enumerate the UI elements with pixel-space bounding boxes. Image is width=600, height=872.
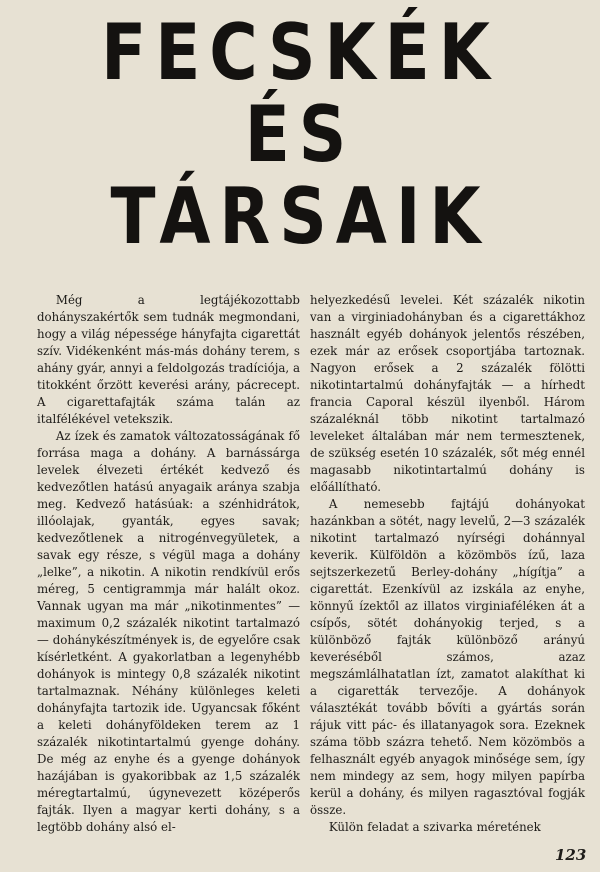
title-line-2: ÉS (244, 88, 356, 180)
paragraph: A nemesebb fajtájú dohányokat hazánkban a sötét, nagy levelű, 2—3 százalék nikotint tartalmazó nyírségi dohánnyal keverik. Külföldön a közömbös ízű, laza sejtszerkezetű Berley-dohány „hígítja” a cigarettát. Ezenkívül az izskála az enyhe, könnyű ízektől az illatos virginiaféléken át a csípős, sötét dohányokig terjed, s a különböző fajták különböző arányú keveréséből számos, azaz megszámlálhatatlan ízt, zamatot alakíthat ki a cigaretták tervezője. A dohányok választékát tovább bővíti a gyártás során rájuk vitt pác- és illatanyagok sora. Ezeknek száma több százra tehető. Nem közömbös a felhasznált egyéb anyagok minősége sem, így nem mindegy az sem, hogy milyen papírba kerül a dohány, és milyen ragasztóval fogják össze. (310, 497, 585, 818)
page-number: 123 (555, 846, 587, 864)
paragraph: Külön feladat a szivarka méretének (328, 820, 541, 835)
paragraph: Az ízek és zamatok változatosságának fő forrása maga a dohány. A barnássárga levelek élvezeti értékét kedvező és kedvezőtlen hatású anyagaik aránya szabja meg. Kedvező hatásúak: a szénhidrátok, illóolajak, gyanták, egyes savak; kedvezőtlenek a nitrogénvegyületek, a savak egy része, s végül maga a dohány „lelke”, a nikotin. A nikotin rendkívül erős méreg, 5 centigrammja már halált okoz. Vannak ugyan ma már „nikotinmentes” — maximum 0,2 százalék nikotint tartalmazó — dohánykészítmények is, de egyelőre csak kísérletként. A gyakorlatban a legenyhébb dohányok is mintegy 0,8 százalék nikotint tartalmaznak. Néhány különleges keleti dohányfajta tartozik ide. Ugyancsak főként a keleti dohányföldeken terem az 1 százalék nikotintartalmú gyenge dohány. De még az enyhe és a gyenge dohányok hazájában is gyakoribbak az 1,5 százalék méregtartalmú, úgynevezett középerős fajták. Ilyen a magyar kerti dohány, s a legtöbb dohány alsó el- (37, 429, 300, 835)
paragraph: helyezkedésű levelei. Két százalék nikotin van a virginiadohányban és a cigarettákhoz használt egyéb dohányok jelentős részében, ezek már az erősek csoportjába tartoznak. Nagyon erősek a 2 százalék fölötti nikotintartalmú dohányfajták — a hírhedt francia Caporal készül ilyenből. Három százaléknál több nikotint tartalmazó leveleket általában már nem termesztenek, de szükség esetén 10 százalék, sőt még ennél magasabb nikotintartalmú dohány is előállítható. (310, 293, 585, 495)
title-line-3: TÁRSAIK (110, 170, 490, 262)
left-column (37, 292, 300, 837)
right-column (310, 292, 585, 837)
paragraph: Még a legtájékozottabb dohányszakértők sem tudnák megmondani, hogy a világ népessége hányfajta cigarettát szív. Vidékenként más-más dohány terem, s ahány gyár, annyi a feldolgozás tradíciója, a titokként őrzött keverési arány, pácrecept. A cigarettafajták száma talán az italfélékével vetekszik. (37, 293, 300, 427)
title-line-1: FECSKÉK (101, 6, 499, 98)
